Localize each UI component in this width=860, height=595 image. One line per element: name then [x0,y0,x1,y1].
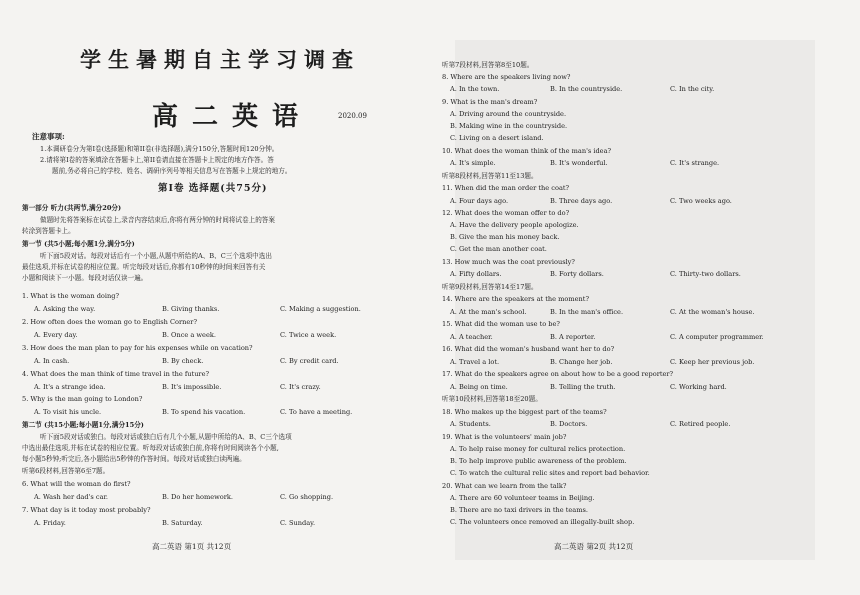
question: 7. What day is it today most probably? [22,506,151,514]
option-b: B. A reporter. [550,333,596,341]
question: 16. What did the woman's husband want her to do? [442,345,615,353]
subsection-title: 第二节 (共15小题;每小题1分,满分15分) [22,421,144,429]
section-title: 第一部分 听力(共两节,满分20分) [22,204,122,212]
question: 3. How does the man plan to pay for his expenses while on vacation? [22,344,253,352]
option-c: C. To have a meeting. [280,408,353,416]
option-b: B. Do her homework. [162,493,234,501]
option-a: A. It's simple. [450,159,496,167]
option-b: B. It's impossible. [162,383,222,391]
option-b: B. Making wine in the countryside. [450,122,568,130]
option-a: A. Asking the way. [34,305,96,313]
material-label: 听第9段材料,回答第14至17题。 [442,283,538,291]
question: 4. What does the man think of time travel in the future? [22,370,210,378]
question: 5. Why is the man going to London? [22,395,143,403]
question: 15. What did the woman use to be? [442,320,560,328]
option-a: A. Every day. [34,331,78,339]
question: 8. Where are the speakers living now? [442,73,571,81]
notes-line: 2.请将第I卷的答案填涂在答题卡上,第II卷请直接在答题卡上规定的地方作答。答 [40,156,274,164]
page-footer: 高二英语 第1页 共12页 [152,542,232,551]
option-b: B. By check. [162,357,204,365]
notes-title: 注意事项: [32,132,65,141]
question: 14. Where are the speakers at the moment? [442,295,589,303]
option-a: A. It's a strange idea. [34,383,106,391]
question: 11. When did the man order the coat? [442,184,570,192]
option-c: C. Get the man another coat. [450,245,547,253]
option-a: A. Being on time. [450,383,508,391]
instruction-line: 听下面5段对话或独白。每段对话或独白后有几个小题,从题中所给的A、B、C三个选项 [40,433,292,441]
question: 10. What does the woman think of the man's idea? [442,147,612,155]
material-label: 听第8段材料,回答第11至13题。 [442,172,538,180]
question: 17. What do the speakers agree on about how to be a good reporter? [442,370,674,378]
option-b: B. Giving thanks. [162,305,220,313]
question: 13. How much was the coat previously? [442,258,575,266]
option-b: B. Forty dollars. [550,270,604,278]
option-c: C. Sunday. [280,519,316,527]
option-c: C. Keep her previous job. [670,358,755,366]
option-a: A. Students. [450,420,491,428]
option-a: A. Four days ago. [450,197,509,205]
question: 12. What does the woman offer to do? [442,209,570,217]
instruction-line: 每小题5秒钟;听完后,各小题给出5秒钟的作答时间。每段对话或独白读两遍。 [22,455,246,463]
option-a: A. In the town. [450,85,500,93]
question: 2. How often does the woman go to English Corner? [22,318,197,326]
question: 9. What is the man's dream? [442,98,538,106]
option-b: B. There are no taxi drivers in the teams. [450,506,588,514]
option-a: A. Fifty dollars. [450,270,502,278]
option-a: A. Travel a lot. [450,358,500,366]
option-a: A. Have the delivery people apologize. [450,221,579,229]
option-b: B. Telling the truth. [550,383,616,391]
option-b: B. Change her job. [550,358,613,366]
page-right [430,0,860,595]
instruction-line: 最佳选项,并标在试卷的相应位置。听完每段对话后,你都有10秒钟的时间来回答有关 [22,263,266,271]
notes-line: 1.本调研卷分为第I卷(选择题)和第II卷(非选择题),满分150分,答题时间120分钟。 [40,145,279,153]
option-c: C. At the woman's house. [670,308,755,316]
option-c: C. It's crazy. [280,383,321,391]
option-c: C. Making a suggestion. [280,305,361,313]
option-b: B. Three days ago. [550,197,613,205]
option-b: B. It's wonderful. [550,159,608,167]
subsection-title: 第一节 (共5小题;每小题1分,满分5分) [22,240,135,248]
option-a: A. At the man's school. [450,308,527,316]
question: 6. What will the woman do first? [22,480,131,488]
option-a: A. There are 60 volunteer teams in Beijing. [450,494,595,502]
option-a: A. Friday. [34,519,66,527]
option-b: B. Give the man his money back. [450,233,560,241]
option-b: B. To help improve public awareness of the problem. [450,457,627,465]
option-c: C. To watch the cultural relic sites and report bad behavior. [450,469,650,477]
option-c: C. A computer programmer. [670,333,764,341]
option-c: C. Two weeks ago. [670,197,732,205]
notes-line: 题前,务必将自己的学校、姓名、调研序列号等相关信息写在答题卡上规定的地方。 [52,167,292,175]
option-a: A. A teacher. [450,333,493,341]
option-a: A. Wash her dad's car. [34,493,109,501]
option-b: B. Saturday. [162,519,203,527]
option-c: C. Go shopping. [280,493,334,501]
material-label: 听第10段材料,回答第18至20题。 [442,395,542,403]
option-c: C. It's strange. [670,159,720,167]
question: 1. What is the woman doing? [22,292,120,300]
option-b: B. Once a week. [162,331,216,339]
option-b: B. To spend his vacation. [162,408,246,416]
option-a: A. In cash. [34,357,70,365]
instruction-line: 做题时先将答案标在试卷上,录音内容结束后,你将有两分钟的时间将试卷上的答案 [40,216,275,224]
option-b: B. In the countryside. [550,85,623,93]
instruction-line: 听下面5段对话。每段对话后有一个小题,从题中所给的A、B、C三个选项中选出 [40,252,272,260]
question: 18. Who makes up the biggest part of the teams? [442,408,607,416]
question: 19. What is the volunteers' main job? [442,433,567,441]
option-c: C. Working hard. [670,383,727,391]
option-c: C. Thirty-two dollars. [670,270,741,278]
part1-heading: 第I卷 选择题(共75分) [158,183,268,194]
exam-date: 2020.09 [338,112,367,120]
question: 20. What can we learn from the talk? [442,482,567,490]
material-label: 听第7段材料,回答第8至10题。 [442,61,534,69]
option-a: A. To help raise money for cultural relics protection. [450,445,626,453]
page-footer: 高二英语 第2页 共12页 [554,542,634,551]
instruction-line: 小题和阅读下一小题。每段对话仅读一遍。 [22,274,148,282]
page-title: 学生暑期自主学习调查 [80,47,360,72]
subject-title: 高二英语 [152,102,313,132]
option-b: B. Doctors. [550,420,588,428]
option-c: C. In the city. [670,85,715,93]
option-c: C. Retired people. [670,420,731,428]
option-c: C. Living on a desert island. [450,134,544,142]
instruction-line: 中选出最佳选项,并标在试卷的相应位置。听每段对话或独白前,你将有时间阅读各个小题, [22,444,279,452]
option-b: B. In the man's office. [550,308,624,316]
option-c: C. Twice a week. [280,331,337,339]
option-c: C. By credit card. [280,357,339,365]
instruction-line: 转涂到答题卡上。 [22,227,75,235]
option-a: A. To visit his uncle. [34,408,102,416]
option-a: A. Driving around the countryside. [450,110,567,118]
material-label: 听第6段材料,回答第6至7题。 [22,467,110,475]
option-c: C. The volunteers once removed an illegally-built shop. [450,518,635,526]
